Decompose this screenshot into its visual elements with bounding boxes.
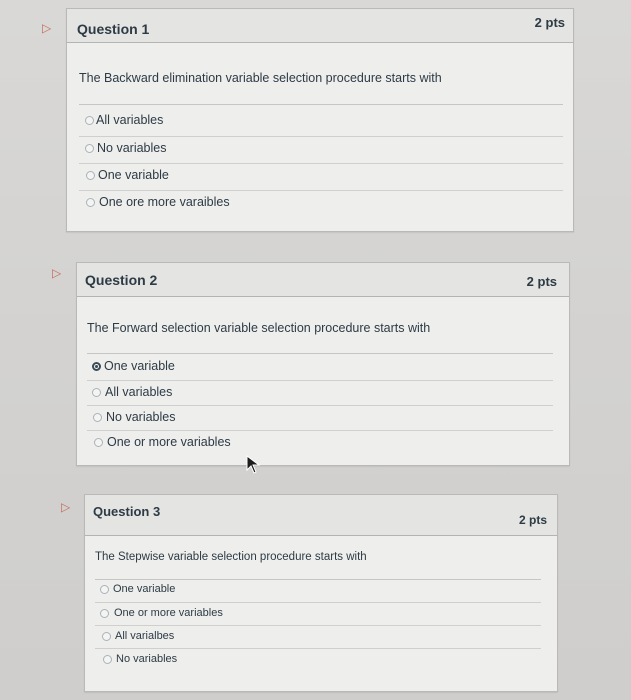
answer-label[interactable]: One variable bbox=[113, 583, 176, 595]
answer-label[interactable]: One variable bbox=[98, 168, 169, 182]
answer-label[interactable]: No variables bbox=[97, 141, 167, 155]
flag-question-2-icon[interactable]: ▷ bbox=[52, 266, 62, 280]
radio-button[interactable] bbox=[92, 388, 101, 397]
answer-label[interactable]: No variables bbox=[116, 653, 178, 665]
question-1-text: The Backward elimination variable selection procedure starts with bbox=[79, 71, 442, 85]
question-1-answers bbox=[79, 109, 563, 219]
answer-label[interactable]: One variable bbox=[104, 359, 175, 373]
radio-button[interactable] bbox=[86, 171, 95, 180]
radio-button[interactable] bbox=[94, 438, 103, 447]
question-2-header bbox=[77, 263, 569, 297]
answer-label[interactable]: One or more variables bbox=[114, 607, 223, 619]
answer-option[interactable] bbox=[95, 602, 541, 626]
question-2-divider bbox=[87, 353, 553, 354]
question-2-points: 2 pts bbox=[526, 274, 557, 289]
answer-option[interactable] bbox=[95, 579, 541, 602]
answer-label[interactable]: One ore more varaibles bbox=[99, 195, 230, 209]
radio-button[interactable] bbox=[85, 116, 94, 125]
answer-option[interactable] bbox=[87, 380, 553, 407]
answer-option[interactable] bbox=[87, 430, 553, 457]
question-1-header bbox=[67, 9, 573, 43]
question-2-card bbox=[76, 262, 570, 466]
answer-option[interactable] bbox=[95, 625, 541, 649]
answer-option[interactable] bbox=[79, 109, 563, 135]
radio-button-selected[interactable] bbox=[92, 362, 101, 371]
answer-label[interactable]: All varialbes bbox=[115, 630, 175, 642]
answer-label[interactable]: All variables bbox=[96, 113, 164, 127]
radio-button[interactable] bbox=[86, 198, 95, 207]
question-2-title: Question 2 bbox=[85, 272, 158, 288]
answer-option[interactable] bbox=[79, 163, 563, 190]
radio-button[interactable] bbox=[102, 632, 111, 641]
mouse-pointer-icon bbox=[246, 455, 262, 475]
question-2-answers bbox=[87, 355, 553, 455]
answer-option[interactable] bbox=[87, 355, 553, 381]
radio-button[interactable] bbox=[100, 609, 109, 618]
question-3-text: The Stepwise variable selection procedure starts with bbox=[95, 551, 367, 563]
answer-label[interactable]: No variables bbox=[106, 410, 176, 424]
question-1-points: 2 pts bbox=[534, 15, 565, 30]
answer-option[interactable] bbox=[79, 136, 563, 163]
answer-label[interactable]: One or more variables bbox=[107, 435, 231, 449]
answer-option[interactable] bbox=[87, 405, 553, 432]
radio-button[interactable] bbox=[93, 413, 102, 422]
radio-button[interactable] bbox=[85, 144, 94, 153]
radio-button[interactable] bbox=[103, 655, 112, 664]
question-1-card bbox=[66, 8, 574, 232]
answer-label[interactable]: All variables bbox=[105, 385, 173, 399]
question-3-points: 2 pts bbox=[518, 513, 547, 527]
question-1-divider bbox=[79, 104, 563, 105]
question-1-title: Question 1 bbox=[77, 21, 150, 37]
flag-question-1-icon[interactable]: ▷ bbox=[42, 21, 52, 35]
question-3-title: Question 3 bbox=[93, 504, 161, 519]
answer-option[interactable] bbox=[95, 648, 541, 672]
question-2-text: The Forward selection variable selection procedure starts with bbox=[87, 321, 431, 335]
question-3-answers bbox=[95, 579, 541, 679]
radio-button[interactable] bbox=[100, 585, 109, 594]
flag-question-3-icon[interactable]: ▷ bbox=[61, 500, 71, 514]
question-3-card bbox=[84, 494, 558, 692]
question-3-header bbox=[85, 495, 557, 536]
answer-option[interactable] bbox=[79, 190, 563, 217]
